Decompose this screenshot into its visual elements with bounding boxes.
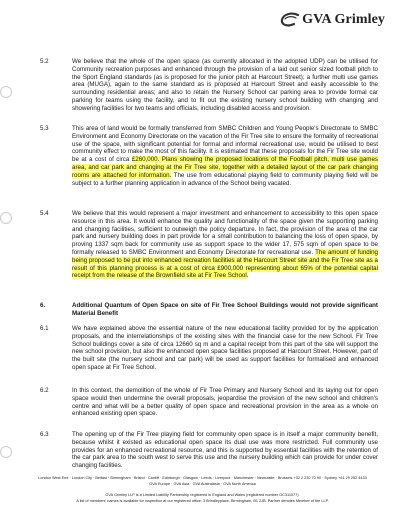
paragraph-6-2: [40, 387, 380, 418]
paragraph-text: We have explained above the essential nature of the new educational facility provided for by the application proposals, and the interrelationships of the existing sites with the financial case for the new School. Fir Tree School buildings cover a site of circa 12660 sq m and a capital receipt from this part of the site will support the new school provision, but also the enhanced open space facilities proposed at Harcourt Street. However, part of the built site (the nursery school and car park) will be used as support facilities for formalised and enhanced open space at Fir Tree School.: [72, 325, 378, 371]
section-heading-6: [40, 302, 380, 318]
text-segment: We believe that this would represent a major investment and enhancement to accessibility to this open space resource in this area. It would enhance the quality and functionality of the space given the supporting parking and changing facilities, sufficient to outweigh the policy departure. In fact, the provision of the area of the car park and nursery building does in part provide for a small contribution to balancing the loss of open space, by proving 1337 sqm back for community use as support space to the wider 17, 575 sqm of open space to be formally released to SMBC Environment and Economy Directorate for recreational use.: [72, 210, 378, 256]
paragraph-6-1: [40, 325, 380, 372]
footer-network: GVA Europe · GVA Asia · GVA Australasia · GVA North America: [149, 482, 256, 486]
paragraph-6-3: [40, 431, 380, 470]
footer-legal: GVA Grimley LLP is a Limited Liability Partnership registered in England and Wales (registered number OC311077).: [105, 493, 300, 497]
logo-text: GVA Grimley: [302, 12, 385, 27]
footer-members: A list of members' names is available for inspection at our registered office: 3 Brindleyplace, Birmingham, B1 2JB. Partner denotes Member of the LLP.: [76, 499, 329, 503]
paragraph-5-2: [40, 58, 380, 113]
text-segment: This area of land would be formally transferred from SMBC Children and Young People's Directorate to SMBC Environment and Economy Directorate on the vacation of the Fir Tree site to ensure the formality of recreational use of the space, with significant potential for formal and informal recreational use, would be utilised to best community effect to make the most of this facility. It is estimated that these proposals for the Fir Tree site would be at a cost of circa: [72, 125, 378, 164]
paragraph-5-3: [40, 125, 380, 187]
gva-swoosh-icon: [280, 12, 300, 28]
section-heading: Additional Quantum of Open Space on site of Fir Tree School Buildings would not provide significant Material Benefit: [72, 302, 378, 317]
punch-hole: [0, 446, 12, 458]
paragraph-5-4: [40, 210, 380, 280]
gva-grimley-logo: [280, 12, 385, 28]
section-number: 6.: [40, 302, 46, 309]
paragraph-number: 5.4: [40, 210, 49, 217]
paragraph-number: 6.2: [40, 387, 49, 394]
paragraph-number: 5.2: [40, 58, 49, 65]
highlighted-text: The amount of funding being proposed to be put into enhanced recreation facilities at the Harcourt Street site and the Fir Tree site as a result of this planning process is at a cost of circa £900,000 representing about 65% of the potential capital receipt from the release of the Brownfield site at Fir Tree School.: [72, 248, 379, 280]
paragraph-text: The opening up of the Fir Tree playing field for community open space is in itself a major community benefit, because whilst it existed as educational open space its dual use was more restricted. Full community use provides for an enhanced recreational resource, and this is supported by essential facilities with the retention of the car park area to the south west to serve this use and the nursery building which can provide for under cover changing facilities.: [72, 431, 378, 470]
punch-hole: [0, 86, 12, 98]
text-segment: The use from educational playing field to community playing field will be subject to a further planning application in advance of the School being vacated.: [72, 171, 378, 187]
paragraph-text: In this context, the demolition of the whole of Fir Tree Primary and Nursery School and its laying out for open space would then undermine the overall proposals, jeopardise the provision of the new school and children's centre and what will be a better quality of open space and recreational provision in the area as a whole on enhanced existing open space.: [72, 387, 378, 418]
highlighted-text: £260,000. Plans showing the proposed locations of the Football pitch, multi use games area, and car park and changing at the Fir Tree site, together with a detailed layout of the car park changing rooms are attached for information.: [72, 156, 379, 179]
paragraph-number: 6.3: [40, 431, 49, 438]
paragraph-text: We believe that the whole of the open space (as currently allocated in the adopted UDP) can be utilised for Community recreation purposes and enhanced through the provision of a laid out senior sized football pitch to the Sport England standards (as is proposed for the junior pitch at Harcourt Street); a further multi use games area (MUGA), again to the same standard as is proposed at Harcourt Street and easily accessible to the surrounding residential areas; and also to retain the Nursery School car parking area to provide formal car parking for teams using the facility, and to fit out the existing nursery school building with changing and showering facilities for two teams and officials, including disabled access and provision.: [72, 58, 378, 112]
footer-offices: London West End · London City · Belfast · Birmingham · Bristol · Cardiff · Edinburgh · Glasgow · Leeds · Liverpool · Manchester · Newcastle · Brussels +32 2 230 70 90 · Sydney +61 29 252 4433: [38, 476, 367, 480]
paragraph-number: 6.1: [40, 325, 49, 332]
paragraph-text: [72, 125, 378, 187]
paragraph-text: [72, 210, 378, 280]
paragraph-number: 5.3: [40, 125, 49, 132]
punch-hole: [0, 212, 12, 224]
